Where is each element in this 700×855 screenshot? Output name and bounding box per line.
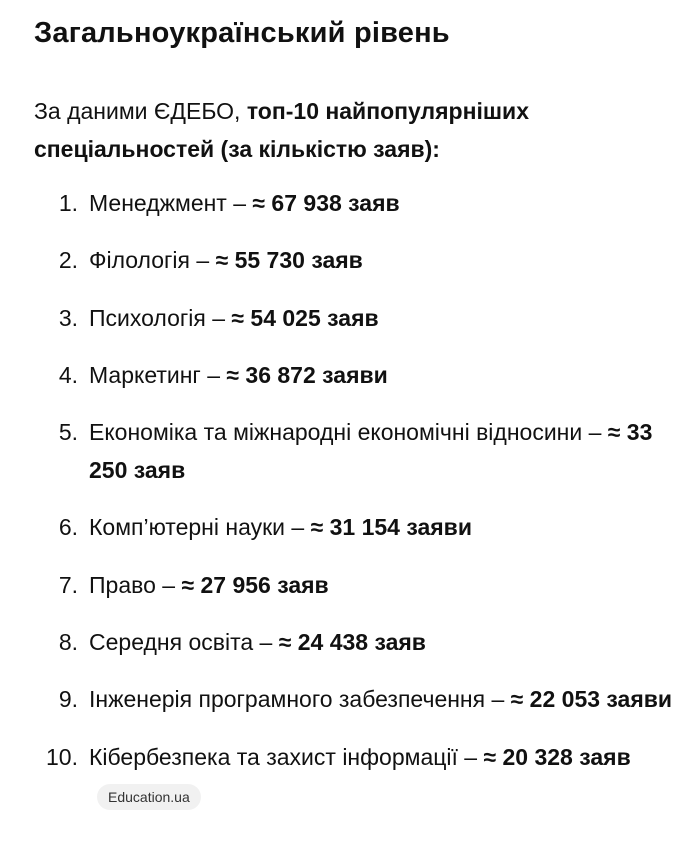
item-name: Комп’ютерні науки – — [89, 514, 311, 541]
list-item — [34, 680, 674, 718]
item-name: Менеджмент – — [89, 190, 253, 216]
list-item — [34, 413, 674, 489]
intro-text — [34, 92, 674, 168]
list-item — [34, 299, 674, 337]
intro-plain: За даними ЄДЕБО, — [34, 98, 247, 124]
item-count: ≈ 31 154 заяви — [310, 514, 472, 541]
list-item — [34, 241, 674, 279]
list-item — [34, 566, 674, 604]
item-number: 10. — [46, 743, 78, 770]
item-name: Середня освіта – — [89, 629, 279, 656]
item-name: Маркетинг – — [89, 361, 227, 388]
item-name: Економіка та міжнародні економічні відносини – — [89, 419, 608, 446]
list-item — [34, 508, 674, 546]
item-count: ≈ 24 438 заяв — [278, 629, 426, 656]
item-name: Філологія – — [89, 247, 216, 274]
item-count: ≈ 54 025 заяв — [231, 304, 379, 331]
item-number: 7. — [58, 571, 78, 598]
source-badge[interactable]: Education.ua — [97, 784, 201, 810]
list-item — [34, 184, 674, 222]
item-name: Психологія – — [89, 304, 232, 331]
specialties-list — [34, 184, 674, 833]
list-item — [34, 356, 674, 394]
item-number: 6. — [58, 514, 78, 541]
item-count: ≈ 20 328 заяв — [483, 743, 631, 770]
item-number: 5. — [58, 419, 78, 446]
item-number: 8. — [58, 629, 78, 656]
item-count: ≈ 55 730 заяв — [215, 247, 363, 274]
intro-bold: топ-10 найпопулярніших спеціальностей (за кількістю заяв): — [34, 98, 529, 162]
item-name: Кібербезпека та захист інформації – — [89, 743, 484, 770]
item-number: 2. — [58, 247, 78, 274]
item-count: ≈ 67 938 заяв — [252, 190, 400, 216]
item-count: ≈ 27 956 заяв — [181, 571, 329, 598]
item-count: ≈ 22 053 заяви — [510, 686, 673, 713]
item-number: 4. — [58, 361, 78, 388]
item-count: ≈ 36 872 заяви — [226, 361, 388, 388]
item-number: 3. — [58, 304, 78, 331]
list-item — [34, 623, 674, 661]
item-count: ≈ 33 250 заяв — [89, 419, 653, 484]
list-item — [34, 738, 674, 814]
page-title: Загальноукраїнський рівень — [34, 17, 450, 49]
item-name: Право – — [89, 571, 182, 598]
item-name: Інженерія програмного забезпечення – — [89, 686, 511, 713]
item-number: 9. — [58, 686, 78, 713]
item-number: 1. — [58, 190, 78, 216]
